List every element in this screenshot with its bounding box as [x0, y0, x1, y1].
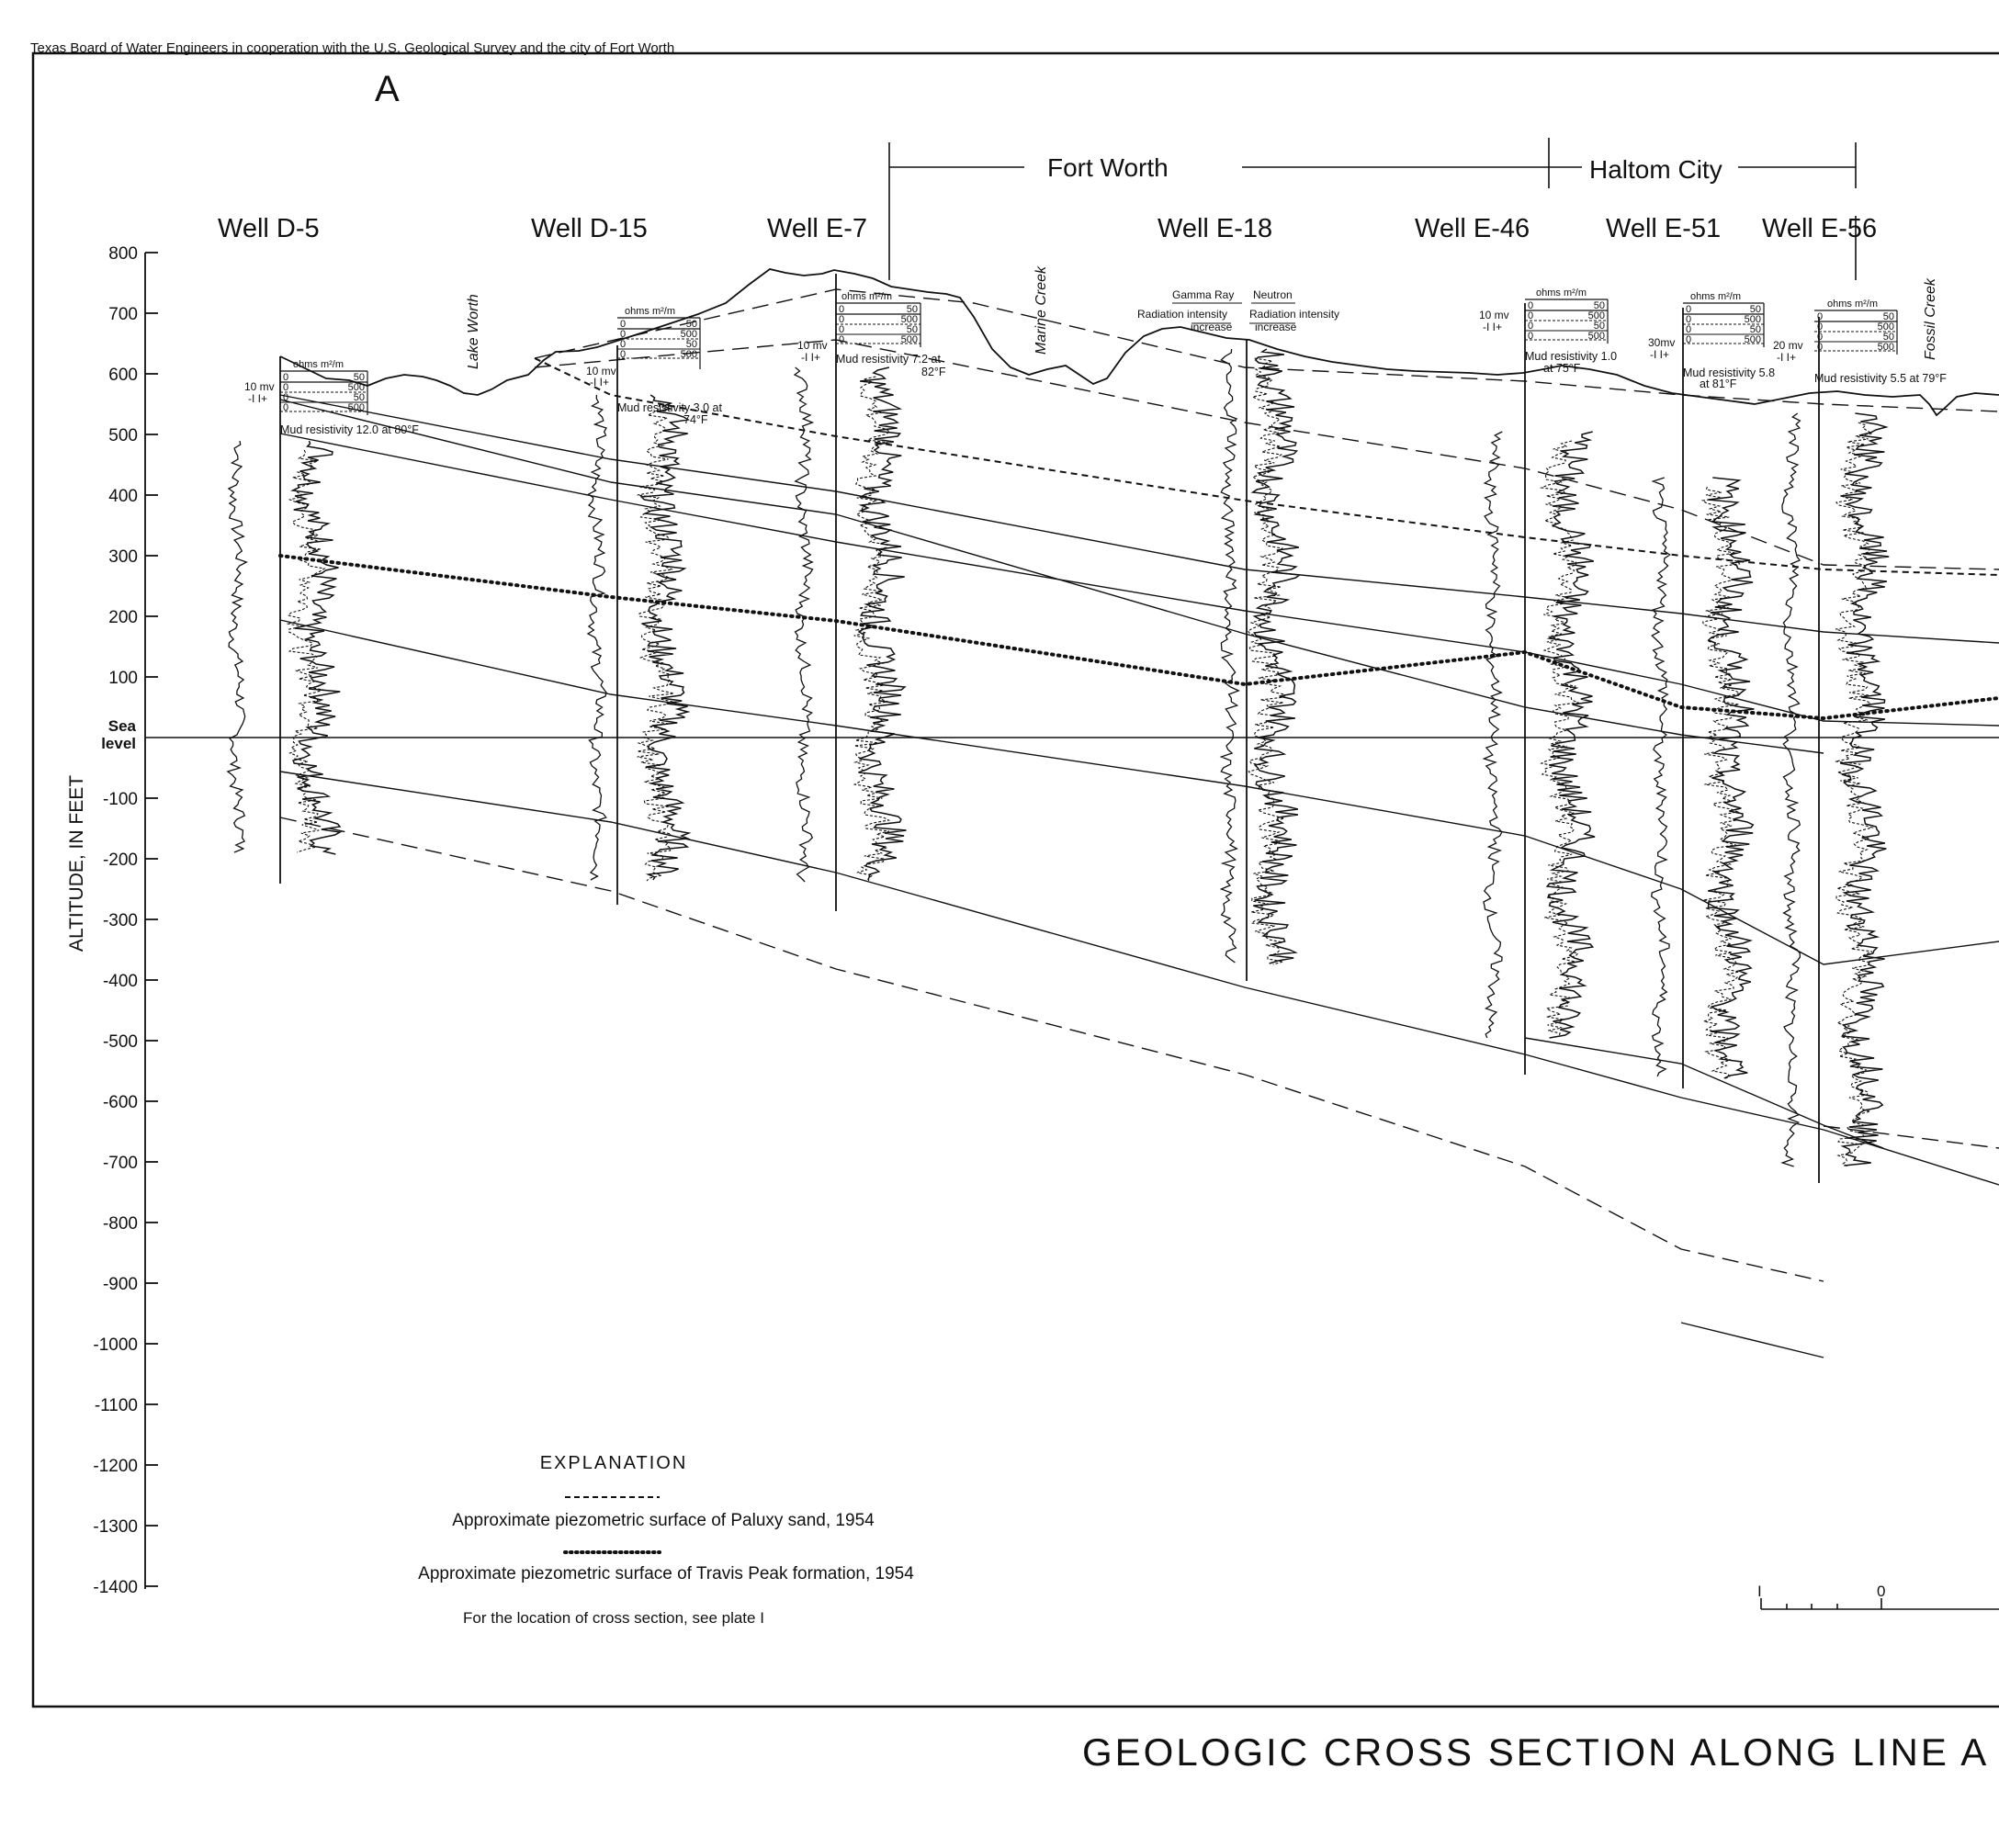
resistivity-log-trace-dashed — [1702, 487, 1739, 1079]
mud-resistivity: Mud resistivity 3.0 at — [617, 401, 722, 414]
scale-row-left: 0 — [1817, 332, 1824, 343]
sp-log-trace — [1652, 478, 1670, 1076]
sp-log-trace — [228, 441, 246, 852]
tick-label: 500 — [108, 426, 138, 445]
tick-label: 800 — [108, 244, 138, 264]
scale-row-right: 50 — [353, 372, 365, 383]
scale-row-left: 0 — [283, 392, 289, 403]
well-name-d5: Well D-5 — [218, 214, 320, 243]
place-lake-worth: Lake Worth — [466, 294, 481, 369]
increase-label: increase — [1191, 321, 1233, 333]
well-name-e7: Well E-7 — [767, 214, 868, 243]
mv-label: 10 mv — [1479, 309, 1509, 321]
mv-label: 20 mv — [1773, 339, 1803, 352]
mud-resistivity: Mud resistivity 7.2 at — [836, 353, 941, 366]
scale-row-left: 0 — [1686, 304, 1692, 315]
scale-row-right: 500 — [1587, 310, 1605, 321]
well-name-e18: Well E-18 — [1158, 214, 1273, 243]
scale-row-right: 50 — [1882, 332, 1894, 343]
mud-resistivity-2: 74°F — [683, 413, 708, 426]
scale-row-right: 50 — [1749, 304, 1761, 315]
scale-row-left: 0 — [1817, 342, 1824, 353]
mv-sublabel: -I I+ — [590, 376, 610, 389]
header-credit: Texas Board of Water Engineers in cooperation with the U.S. Geological Survey and the city of Fort Worth — [30, 40, 675, 56]
tick-label: -600 — [102, 1093, 138, 1112]
tick-label: -1200 — [93, 1457, 138, 1476]
sp-log-trace — [588, 395, 606, 880]
tick-label: 400 — [108, 487, 138, 506]
scale-row-left: 0 — [1817, 321, 1824, 332]
scale-row-left: 0 — [283, 382, 289, 393]
mv-sublabel: -I I+ — [801, 351, 821, 364]
place-haltom-city: Haltom City — [1589, 155, 1722, 184]
tick-label: -1300 — [93, 1517, 138, 1537]
increase-label: increase — [1255, 321, 1297, 333]
scale-row-right: 500 — [347, 402, 365, 413]
tick-label: -400 — [102, 972, 138, 991]
sp-log-trace — [1221, 349, 1238, 963]
scale-row-right: 500 — [900, 314, 918, 325]
scale-row-right: 500 — [900, 334, 918, 345]
scale-row-left: 0 — [1817, 311, 1824, 322]
scale-row-left: 0 — [1528, 331, 1534, 342]
scale-row-left: 0 — [283, 372, 289, 383]
resistivity-log-trace-dashed — [1542, 441, 1578, 1036]
footer-title: GEOLOGIC CROSS SECTION ALONG LINE A — [1082, 1730, 1990, 1774]
well-boreholes — [280, 274, 1819, 1183]
tick-label: 100 — [108, 669, 138, 688]
scale-row-right: 500 — [347, 382, 365, 393]
sp-log-trace — [1782, 413, 1800, 1166]
sp-log-trace — [795, 367, 813, 882]
tick-label: 600 — [108, 366, 138, 385]
scale-unit: ohms m²/m — [625, 306, 675, 317]
scale-row-left: 0 — [1528, 310, 1534, 321]
scale-row-right: 50 — [1882, 311, 1894, 322]
resistivity-log-trace — [1840, 413, 1889, 1166]
resistivity-log-trace-dashed — [1248, 358, 1284, 964]
scale-unit: ohms m²/m — [1536, 287, 1587, 299]
axis-title: ALTITUDE, IN FEET — [66, 774, 87, 952]
well-scale-box-d5 — [280, 359, 367, 415]
mv-label: 10 mv — [244, 380, 275, 393]
scale-row-left: 0 — [1528, 300, 1534, 311]
scale-unit: ohms m²/m — [841, 291, 892, 302]
mud-resistivity: Mud resistivity 5.5 at 79°F — [1814, 372, 1947, 385]
scale-row-right: 50 — [906, 304, 918, 315]
scale-row-left: 0 — [1528, 321, 1534, 332]
scale-row-left: 0 — [1686, 334, 1692, 345]
scale-bar-left-label: I — [1757, 1583, 1762, 1600]
scale-row-right: 500 — [1744, 314, 1761, 325]
place-fort-worth: Fort Worth — [1047, 153, 1169, 182]
explanation-title: EXPLANATION — [539, 1453, 688, 1473]
sea-level-label: level — [101, 735, 136, 752]
scale-row-right: 50 — [1593, 321, 1605, 332]
tick-label: -800 — [102, 1214, 138, 1234]
mud-resistivity: Mud resistivity 12.0 at 80°F — [280, 423, 419, 436]
altitude-axis — [145, 253, 158, 1589]
mv-sublabel: -I I+ — [1777, 351, 1797, 364]
mud-resistivity-2: 82°F — [921, 366, 946, 378]
resistivity-log-trace — [1253, 349, 1300, 963]
mv-sublabel: -I I+ — [1650, 348, 1670, 361]
tick-label: -1000 — [93, 1335, 138, 1355]
formation-lines — [280, 395, 1999, 1358]
tick-label: -200 — [102, 851, 138, 870]
tick-label: -700 — [102, 1154, 138, 1173]
tick-label: -1100 — [94, 1396, 138, 1415]
scale-row-right: 500 — [680, 329, 697, 340]
scale-row-left: 0 — [839, 304, 845, 315]
scale-row-left: 0 — [839, 334, 845, 345]
ground-surface-profile — [280, 269, 1999, 415]
mud-resistivity-labels — [280, 350, 1947, 436]
scale-row-right: 500 — [680, 349, 697, 360]
well-name-d15: Well D-15 — [531, 214, 648, 243]
scale-row-left: 0 — [620, 329, 627, 340]
mv-label: 30mv — [1648, 336, 1676, 349]
scale-row-left: 0 — [620, 339, 627, 350]
well-e18-log-header — [1137, 288, 1339, 333]
sp-log-trace — [1484, 432, 1502, 1038]
well-scale-box-e56 — [1814, 299, 1897, 355]
well-names — [218, 214, 1877, 243]
tick-label: 300 — [108, 547, 138, 567]
gamma-ray-label: Gamma Ray — [1172, 288, 1235, 301]
mud-resistivity: Mud resistivity 5.8 — [1683, 366, 1776, 379]
scale-row-right: 50 — [1749, 324, 1761, 335]
neutron-label: Neutron — [1253, 288, 1293, 301]
scale-row-right: 500 — [1877, 321, 1894, 332]
mv-sublabel: -I I+ — [1483, 321, 1503, 333]
scale-row-left: 0 — [839, 314, 845, 325]
scale-unit: ohms m²/m — [1690, 291, 1741, 302]
scale-row-right: 500 — [1744, 334, 1761, 345]
electric-log-traces — [228, 349, 1889, 1166]
place-fossil-creek: Fossil Creek — [1923, 278, 1938, 360]
radiation-label: Radiation intensity — [1137, 308, 1228, 321]
resistivity-log-trace — [859, 367, 907, 880]
mud-resistivity: Mud resistivity 1.0 — [1525, 350, 1618, 363]
tick-label: -500 — [102, 1032, 138, 1052]
travis-legend-label: Approximate piezometric surface of Travis Peak formation, 1954 — [418, 1564, 914, 1583]
scale-bar-zero-label: 0 — [1877, 1583, 1886, 1600]
scale-row-left: 0 — [1686, 324, 1692, 335]
mv-label: 10 mv — [586, 365, 616, 377]
mv-label: 10 mv — [797, 339, 828, 352]
scale-row-left: 0 — [283, 402, 289, 413]
sea-level-label: Sea — [107, 717, 136, 735]
explanation-legend — [418, 1453, 914, 1627]
scale-row-right: 50 — [685, 319, 697, 330]
mud-resistivity-2: at 75°F — [1543, 362, 1581, 375]
dashed-correlation-lines — [280, 289, 1999, 1281]
tick-label: -100 — [102, 790, 138, 809]
place-marine-creek: Marine Creek — [1033, 265, 1049, 355]
well-name-e46: Well E-46 — [1415, 214, 1530, 243]
section-letter: A — [375, 69, 400, 109]
scale-row-right: 50 — [353, 392, 365, 403]
scale-unit: ohms m²/m — [1827, 299, 1878, 310]
resistivity-log-trace — [641, 395, 689, 880]
scale-row-right: 50 — [1593, 300, 1605, 311]
resistivity-log-trace — [1547, 432, 1595, 1038]
axis-tick-labels — [93, 244, 138, 1597]
tick-label: -300 — [102, 911, 138, 930]
scale-row-right: 50 — [906, 324, 918, 335]
well-scale-box-e46 — [1525, 287, 1608, 344]
well-scale-box-e7 — [836, 291, 920, 347]
scale-row-left: 0 — [620, 319, 627, 330]
scale-row-right: 500 — [1587, 331, 1605, 342]
mv-sublabel: -I I+ — [248, 392, 268, 405]
radiation-label: Radiation intensity — [1249, 308, 1340, 321]
resistivity-log-trace — [1708, 478, 1754, 1078]
tick-label: -900 — [102, 1275, 138, 1294]
paluxy-legend-label: Approximate piezometric surface of Paluxy sand, 1954 — [452, 1511, 875, 1530]
well-scale-box-e51 — [1683, 291, 1764, 347]
scale-row-left: 0 — [1686, 314, 1692, 325]
tick-label: -1400 — [93, 1578, 138, 1597]
well-name-e51: Well E-51 — [1606, 214, 1722, 243]
tick-label: 200 — [108, 608, 138, 627]
location-note: For the location of cross section, see plate I — [463, 1609, 764, 1627]
mud-resistivity-2: at 81°F — [1700, 377, 1737, 390]
scale-unit: ohms m²/m — [293, 359, 344, 370]
scale-row-left: 0 — [620, 349, 627, 360]
scale-row-right: 50 — [685, 339, 697, 350]
well-name-e56: Well E-56 — [1762, 214, 1878, 243]
scale-row-right: 500 — [1877, 342, 1894, 353]
scale-row-left: 0 — [839, 324, 845, 335]
tick-label: 700 — [108, 305, 138, 324]
travis-peak-piezometric-line — [280, 556, 1999, 718]
resistivity-log-trace-dashed — [854, 377, 890, 881]
